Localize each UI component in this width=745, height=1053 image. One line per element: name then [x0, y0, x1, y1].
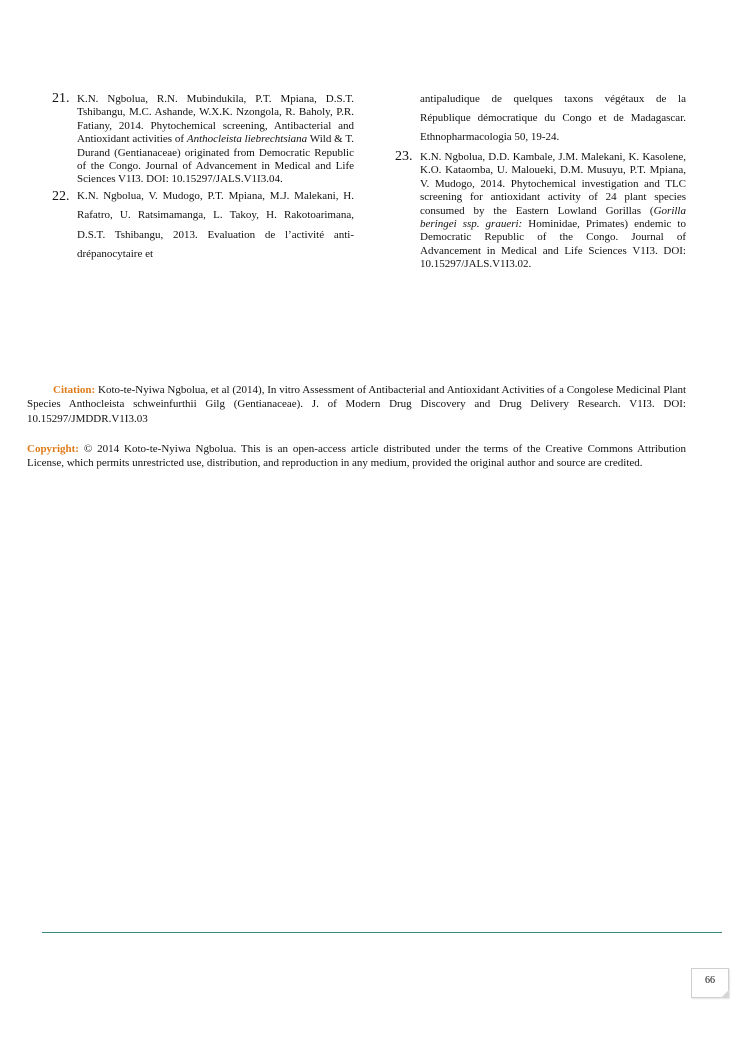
- reference-text: K.N. Ngbolua, D.D. Kambale, J.M. Malekani, K. Kasolene, K.O. Kataomba, U. Maloueki, D.M. Musuyu, P.T. Mpiana, V. Mudogo, 2014. Phytochemical investigation and TLC screening for antioxidant activity of 24 plant species consumed by the Eastern Lowland Gorillas (: [420, 151, 686, 217]
- page-number: 66: [705, 975, 715, 986]
- page-number-box: [691, 968, 729, 998]
- copyright-block: [27, 442, 686, 471]
- reference-text: K.N. Ngbolua, R.N. Mubindukila, P.T. Mpiana, D.S.T. Tshibangu, M.C. Ashande, W.X.K. Nzongola, R. Baholy, P.R. Fatiany, 2014. Phytochemical screening, Antibacterial and Antioxidant activities of: [77, 93, 354, 146]
- citation-label: Citation:: [53, 384, 96, 396]
- reference-number: 21.: [52, 91, 70, 106]
- reference-number: 22.: [52, 188, 70, 204]
- citation-block: [27, 383, 686, 426]
- footer-divider: [42, 932, 722, 933]
- reference-22-continuation: antipaludique de quelques taxons végétaux de la République démocratique du Congo et de Madagascar. Ethnopharmacologia 50, 19-24.: [420, 93, 686, 143]
- reference-22: [52, 187, 354, 265]
- reference-21: [52, 93, 354, 187]
- reference-text-rest: Wild & T. Durand (Gentianaceae) originated from Democratic Republic of the Congo. Journal of Advancement in Medical and Life Sciences V1I3. DOI: 10.15297/JALS.V1I3.04.: [77, 133, 354, 186]
- references-right-column: [395, 90, 686, 272]
- reference-text-rest: Hominidae, Primates) endemic to Democratic Republic of the Congo. Journal of Advancement in Medical and Life Sciences V1I3. DOI: 10.15297/JALS.V1I3.02.: [420, 218, 686, 271]
- citation-text: Koto-te-Nyiwa Ngbolua, et al (2014), In vitro Assessment of Antibacterial and Antioxidant Activities of a Congolese Medicinal Plant Species Anthocleista schweinfurthii Gilg (Gentianaceae). J. of Modern Drug Discovery and Drug Delivery Research. V1I3. DOI: 10.15297/JMDDR.V1I3.03: [27, 384, 687, 425]
- reference-23: [395, 151, 686, 272]
- reference-species-italic: Gorilla beringei ssp. graueri:: [420, 204, 686, 231]
- copyright-label: Copyright:: [27, 443, 79, 455]
- references-left-column: [52, 93, 354, 265]
- reference-number: 23.: [395, 149, 413, 164]
- reference-species-italic: Anthocleista liebrechtsiana: [186, 133, 308, 146]
- copyright-text: © 2014 Koto-te-Nyiwa Ngbolua. This is an open-access article distributed under the terms of the Creative Commons Attribution License, which permits unrestricted use, distribution, and reproduction in any medium, provided the original author and source are credited.: [27, 443, 687, 470]
- page-curl-icon: [721, 990, 729, 998]
- reference-text: K.N. Ngbolua, V. Mudogo, P.T. Mpiana, M.J. Malekani, H. Rafatro, U. Ratsimamanga, L. Takoy, H. Rakotoarimana, D.S.T. Tshibangu, 2013. Evaluation de l’activité anti-drépanocytaire et: [77, 189, 354, 261]
